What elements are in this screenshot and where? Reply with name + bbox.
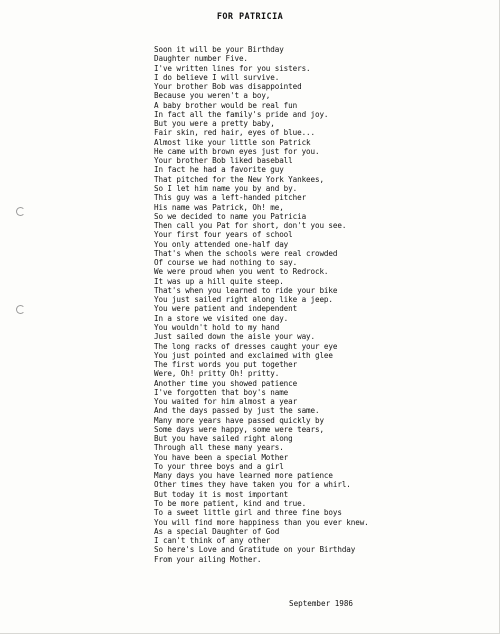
poem-line: In fact he had a favorite guy (154, 165, 284, 175)
poem-line: That's when the schools were real crowded (154, 248, 338, 258)
poem-line: In fact all the family's pride and joy. (154, 109, 329, 119)
poem-line: A baby brother would be real fun (154, 100, 298, 110)
poem-line: Your brother Bob was disappointed (154, 82, 302, 92)
poem-line: Then call you Pat for short, don't you see. (154, 221, 347, 231)
poem-line: That's when you learned to ride your bike (154, 285, 338, 295)
poem-line: I do believe I will survive. (154, 72, 280, 82)
poem-line: I can't think of any other (154, 536, 271, 546)
poem-body (154, 45, 369, 564)
poem-line: You will find more happiness than you ever knew. (154, 517, 369, 527)
poem-date: September 1986 (289, 599, 354, 608)
poem-line: So we decided to name you Patricia (154, 211, 307, 221)
poem-line: His name was Patrick, Oh! me, (154, 202, 284, 212)
poem-line: But today it is most important (154, 489, 289, 499)
poem-line: You waited for him almost a year (154, 397, 298, 407)
poem-line: The first words you put together (154, 360, 298, 370)
poem-title: FOR PATRICIA (216, 12, 284, 22)
poem-line: Through all these many years. (154, 443, 284, 453)
punch-hole-mark (16, 207, 25, 216)
poem-line: Another time you showed patience (154, 378, 298, 388)
poem-line: You just sailed right along like a jeep. (154, 295, 333, 305)
poem-line: Were, Oh! pritty Oh! pritty. (154, 369, 280, 379)
poem-line: Just sailed down the aisle your way. (154, 332, 315, 342)
poem-line: From your ailing Mother. (154, 554, 262, 564)
poem-line: You have been a special Mother (154, 452, 289, 462)
poem-line: It was up a hill quite steep. (154, 276, 284, 286)
poem-line: Of course we had nothing to say. (154, 258, 298, 268)
poem-line: In a store we visited one day. (154, 313, 289, 323)
poem-line: To your three boys and a girl (154, 461, 284, 471)
poem-line: Fair skin, red hair, eyes of blue... (154, 128, 315, 138)
poem-line: He came with brown eyes just for you. (154, 146, 320, 156)
poem-line: I've forgotten that boy's name (154, 387, 289, 397)
poem-line: Soon it will be your Birthday (154, 45, 284, 54)
poem-line: You just pointed and exclaimed with glee (154, 350, 333, 360)
poem-line: Other times they have taken you for a whirl. (154, 480, 351, 490)
poem-line: So here's Love and Gratitude on your Birthday (154, 545, 356, 555)
poem-line: You wouldn't hold to my hand (154, 322, 280, 332)
poem-line: Many days you have learned more patience (154, 471, 333, 481)
poem-line: Daughter number Five. (154, 54, 248, 64)
poem-line: To a sweet little girl and three fine boys (154, 508, 342, 518)
poem-line: But you were a pretty baby, (154, 119, 275, 129)
poem-line: We were proud when you went to Redrock. (154, 267, 329, 277)
poem-line: I've written lines for you sisters. (154, 63, 311, 73)
poem-line: But you have sailed right along (154, 434, 293, 444)
poem-line: To be more patient, kind and true. (154, 499, 307, 509)
poem-line: As a special Daughter of God (154, 526, 280, 536)
poem-line: Some days were happy, some were tears, (154, 424, 324, 434)
poem-line: That pitched for the New York Yankees, (154, 174, 324, 184)
poem-line: Almost like your little son Patrick (154, 137, 311, 147)
poem-line: The long racks of dresses caught your eye (154, 341, 338, 351)
poem-line: You only attended one-half day (154, 239, 289, 249)
poem-line: Because you weren't a boy, (154, 91, 271, 101)
punch-hole-mark (16, 305, 25, 314)
poem-line: And the days passed by just the same. (154, 406, 320, 416)
poem-line: Your brother Bob liked baseball (154, 156, 293, 166)
poem-line: So I let him name you by and by. (154, 183, 298, 193)
poem-line: This guy was a left-handed pitcher (154, 193, 307, 203)
poem-line: Many more years have passed quickly by (154, 415, 324, 425)
poem-line: Your first four years of school (154, 230, 293, 240)
poem-line: You were patient and independent (154, 304, 298, 314)
